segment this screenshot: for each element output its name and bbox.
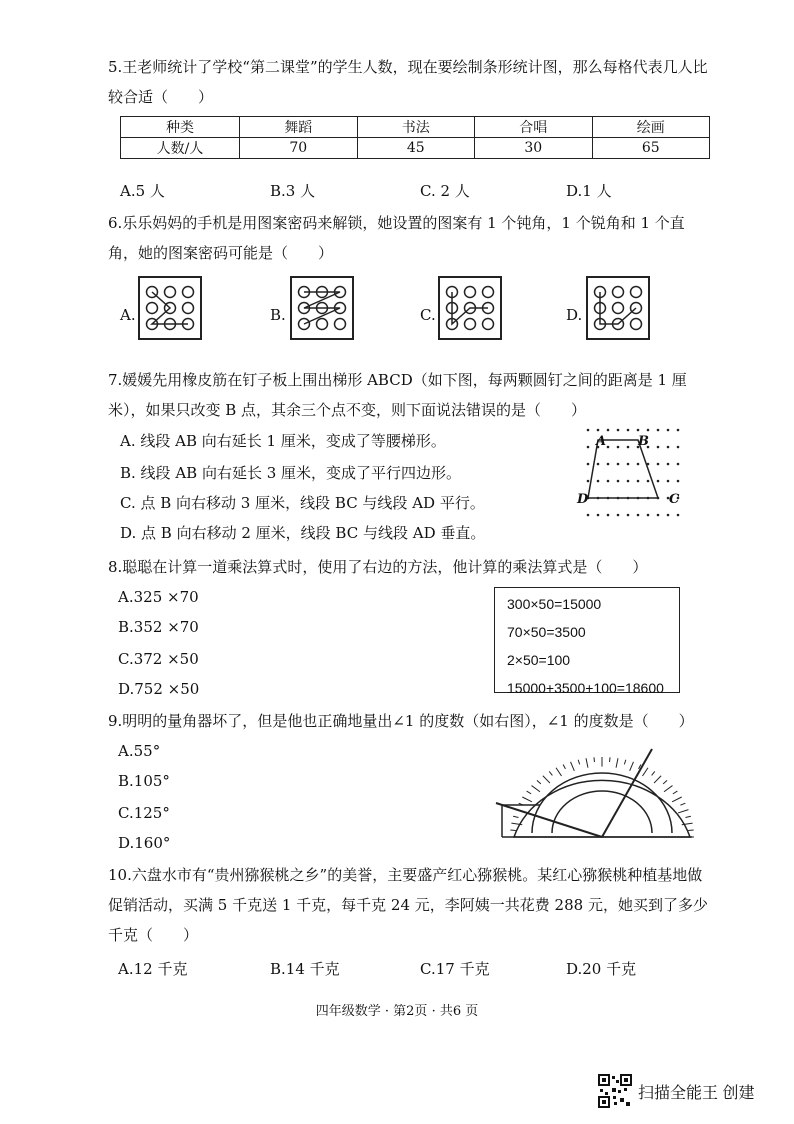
page-footer: 四年级数学 · 第2页 · 共6 页 <box>315 1004 479 1019</box>
peg-dot <box>647 429 650 432</box>
q5-option-b[interactable]: B.3 人 <box>270 182 316 200</box>
peg-dot <box>657 446 660 449</box>
peg-dot <box>627 514 630 517</box>
q10-option-d[interactable]: D.20 千克 <box>566 960 637 978</box>
peg-dot <box>667 514 670 517</box>
q8-option-a[interactable]: A.325 ×70 <box>118 588 199 606</box>
peg-dot <box>647 497 650 500</box>
point-label-d: D <box>577 492 589 507</box>
table-cell: 30 <box>475 138 593 159</box>
protractor-tick <box>578 760 579 765</box>
protractor-tick <box>672 797 682 802</box>
q7-option-d[interactable]: D. 点 B 向右移动 2 厘米，线段 BC 与线段 AD 垂直。 <box>120 524 486 542</box>
calc-line: 2×50=100 <box>507 652 571 668</box>
calculation-box <box>494 587 680 696</box>
point-label-c: C <box>669 492 680 507</box>
calc-line: 70×50=3500 <box>507 624 586 640</box>
peg-dot <box>597 480 600 483</box>
protractor-tick <box>563 764 565 768</box>
q10-option-b[interactable]: B.14 千克 <box>270 960 340 978</box>
protractor-figure <box>492 745 702 845</box>
peg-dot <box>617 463 620 466</box>
peg-dot <box>587 446 590 449</box>
peg-dot <box>657 480 660 483</box>
protractor-tick <box>527 791 532 794</box>
peg-dot <box>587 514 590 517</box>
protractor-tick <box>678 810 688 813</box>
protractor-tick <box>686 816 691 817</box>
protractor-tick <box>652 771 655 775</box>
q9-option-d[interactable]: D.160° <box>118 834 171 852</box>
q6-option-a[interactable]: A. <box>120 306 136 324</box>
peg-dot <box>657 497 660 500</box>
peg-dot <box>597 429 600 432</box>
peg-dot <box>627 463 630 466</box>
peg-dot <box>607 463 610 466</box>
q6-option-d[interactable]: D. <box>566 306 583 324</box>
protractor-tick <box>642 768 648 776</box>
question-5-text: 5.王老师统计了学校“第二课堂”的学生人数，现在要绘制条形统计图，那么每格代表几人比较合适（ ） <box>108 58 708 106</box>
table-cell: 70 <box>240 138 358 159</box>
peg-dot <box>617 514 620 517</box>
question-6 <box>108 208 708 268</box>
peg-dot <box>607 429 610 432</box>
q8-option-d[interactable]: D.752 ×50 <box>118 680 200 698</box>
peg-dot <box>677 429 680 432</box>
protractor-tick <box>522 797 532 802</box>
q6-option-c[interactable]: C. <box>420 306 436 324</box>
q7-option-b[interactable]: B. 线段 AB 向右延长 3 厘米，变成了平行四边形。 <box>120 464 462 482</box>
question-5 <box>108 52 718 112</box>
question-9 <box>108 706 708 736</box>
peg-dot <box>597 497 600 500</box>
peg-dot <box>627 446 630 449</box>
pattern-lock-b <box>290 276 354 340</box>
q7-option-a[interactable]: A. 线段 AB 向右延长 1 厘米，变成了等腰梯形。 <box>120 432 446 450</box>
q7-option-c[interactable]: C. 点 B 向右移动 3 厘米，线段 BC 与线段 AD 平行。 <box>120 494 485 512</box>
protractor-tick <box>537 780 541 783</box>
point-label-b: B <box>638 434 649 449</box>
peg-dot <box>677 514 680 517</box>
protractor-tick <box>624 760 625 765</box>
peg-dot <box>637 463 640 466</box>
point-label-a: A <box>596 434 607 449</box>
peg-dot <box>677 446 680 449</box>
peg-dot <box>617 446 620 449</box>
protractor-tick <box>616 758 618 767</box>
table-cell: 65 <box>592 138 710 159</box>
peg-dot <box>667 480 670 483</box>
peg-dot <box>627 497 630 500</box>
peg-dot <box>657 429 660 432</box>
qr-code-icon <box>598 1074 632 1108</box>
peg-dot <box>607 497 610 500</box>
peg-dot <box>617 480 620 483</box>
protractor-tick <box>663 780 667 783</box>
peg-dot <box>627 429 630 432</box>
peg-dot <box>597 463 600 466</box>
peg-dot <box>657 463 660 466</box>
q5-option-a[interactable]: A.5 人 <box>120 182 165 200</box>
table-cell: 种类 <box>121 117 240 138</box>
q10-option-a[interactable]: A.12 千克 <box>118 960 188 978</box>
table-cell: 舞蹈 <box>240 117 358 138</box>
peg-dot <box>667 463 670 466</box>
peg-dot <box>647 514 650 517</box>
peg-dot <box>637 480 640 483</box>
q8-option-b[interactable]: B.352 ×70 <box>118 618 199 636</box>
q5-option-c[interactable]: C. 2 人 <box>420 182 470 200</box>
protractor-tick <box>556 768 562 776</box>
pattern-lock-c <box>438 276 502 340</box>
pegboard-figure <box>576 428 686 538</box>
question-10-text: 10.六盘水市有“贵州猕猴桃之乡”的美誉，主要盛产红心猕猴桃。某红心猕猴桃种植基地做促销活动，买满 5 千克送 1 千克，每千克 24 元，李阿姨一共花费 288 元，她买到了多少千克（ ） <box>108 866 708 944</box>
question-8 <box>108 552 708 582</box>
protractor-tick <box>549 771 552 775</box>
pattern-lock-a <box>138 276 202 340</box>
peg-dot <box>677 463 680 466</box>
table-cell: 人数/人 <box>121 138 240 159</box>
q6-option-b[interactable]: B. <box>270 306 286 324</box>
question-9-text: 9.明明的量角器坏了，但是他也正确地量出∠1 的度数（如右图），∠1 的度数是（ ） <box>108 712 694 730</box>
protractor-tick <box>630 762 634 771</box>
protractor-tick <box>571 762 575 771</box>
protractor-tick <box>654 776 661 783</box>
q10-option-c[interactable]: C.17 千克 <box>420 960 490 978</box>
protractor-tick <box>513 816 518 817</box>
peg-dot <box>637 514 640 517</box>
scanner-brand: 扫描全能王 创建 <box>638 1085 755 1102</box>
peg-dot <box>647 480 650 483</box>
calc-line: 15000+3500+100=18600 <box>507 680 664 696</box>
protractor-tick <box>586 758 588 767</box>
question-6-text: 6.乐乐妈妈的手机是用图案密码来解锁，她设置的图案有 1 个钝角，1 个锐角和 1 个直角，她的图案密码可能是（ ） <box>108 214 685 262</box>
q9-option-c[interactable]: C.125° <box>118 804 170 822</box>
peg-dot <box>647 463 650 466</box>
protractor-tick <box>664 786 672 792</box>
peg-dot <box>667 446 670 449</box>
peg-dot <box>587 429 590 432</box>
table-cell: 45 <box>357 138 475 159</box>
question-7 <box>108 365 708 425</box>
question-10 <box>108 860 713 950</box>
peg-dot <box>677 480 680 483</box>
peg-dot <box>597 514 600 517</box>
q9-option-a[interactable]: A.55° <box>118 742 161 760</box>
peg-dot <box>617 497 620 500</box>
peg-dot <box>627 480 630 483</box>
protractor-tick <box>673 791 678 794</box>
peg-dot <box>637 429 640 432</box>
pattern-lock-d <box>586 276 650 340</box>
peg-dot <box>587 463 590 466</box>
table-cell: 合唱 <box>475 117 593 138</box>
q5-option-d[interactable]: D.1 人 <box>566 182 612 200</box>
peg-dot <box>587 480 590 483</box>
calc-line: 300×50=15000 <box>507 596 602 612</box>
question-8-text: 8.聪聪在计算一道乘法算式时，使用了右边的方法，他计算的乘法算式是（ ） <box>108 558 648 576</box>
table-cell: 书法 <box>357 117 475 138</box>
protractor-tick <box>543 776 550 783</box>
protractor-tick <box>532 786 540 792</box>
q8-option-c[interactable]: C.372 ×50 <box>118 650 199 668</box>
peg-dot <box>657 514 660 517</box>
table-header-row <box>121 117 710 138</box>
peg-dot <box>637 497 640 500</box>
table-cell: 绘画 <box>592 117 710 138</box>
peg-dot <box>607 446 610 449</box>
stat-table <box>120 116 710 159</box>
peg-dot <box>617 429 620 432</box>
protractor-tick <box>680 803 685 805</box>
peg-dot <box>607 480 610 483</box>
peg-dot <box>607 514 610 517</box>
table-row <box>121 138 710 159</box>
peg-dot <box>667 429 670 432</box>
q9-option-b[interactable]: B.105° <box>118 772 170 790</box>
question-7-text: 7.媛媛先用橡皮筋在钉子板上围出梯形 ABCD（如下图，每两颗圆钉之间的距离是 1 厘米），如果只改变 B 点，其余三个点不变，则下面说法错误的是（ ） <box>108 371 687 419</box>
